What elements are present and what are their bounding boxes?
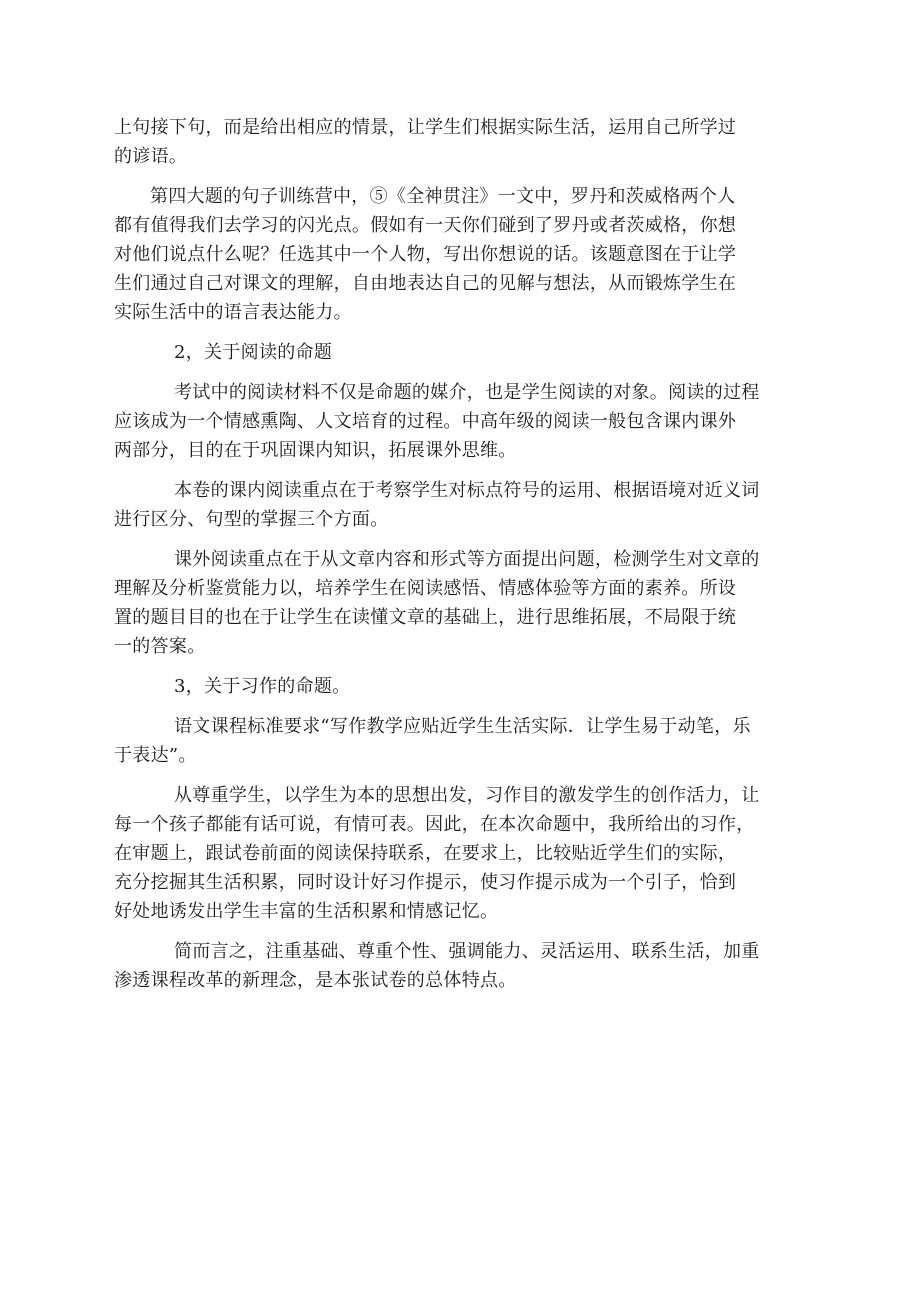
text-line: 一的答案。 [114, 636, 206, 657]
text-line: 都有值得我们去学习的闪光点。假如有一天你们碰到了罗丹或者茨威格，你想 [114, 215, 737, 236]
text-line: 好处地诱发出学生丰富的生活积累和情感记忆。 [114, 901, 499, 922]
text-line: 上句接下句，而是给出相应的情景，让学生们根据实际生活，运用自己所学过 [114, 117, 737, 138]
text-line: 对他们说点什么呢？任选其中一个人物，写出你想说的话。该题意图在于让学 [114, 244, 737, 265]
text-line: 从尊重学生，以学生为本的思想出发，习作目的激发学生的创作活力，让 [174, 785, 760, 806]
text-line: 课外阅读重点在于从文章内容和形式等方面提出问题，检测学生对文章的 [174, 549, 760, 570]
text-line: 考试中的阅读材料不仅是命题的媒介，也是学生阅读的对象。阅读的过程 [174, 382, 760, 403]
text-line: 实际生活中的语言表达能力。 [114, 302, 352, 323]
text-line: 生们通过自己对课文的理解，自由地表达自己的见解与想法，从而锻炼学生在 [114, 273, 737, 294]
text-line: 每一个孩子都能有话可说，有情可表。因此，在本次命题中，我所给出的习作， [114, 814, 755, 835]
text-line: 语文课程标准要求“写作教学应贴近学生生活实际．让学生易于动笔，乐 [174, 716, 751, 737]
text-line: 3，关于习作的命题。 [174, 676, 351, 697]
text-line: 两部分，目的在于巩固课内知识，拓展课外思维。 [114, 440, 517, 461]
text-line: 理解及分析鉴赏能力以，培养学生在阅读感悟、情感体验等方面的素养。所设 [114, 578, 737, 599]
text-line: 2，关于阅读的命题 [174, 342, 333, 363]
text-line: 置的题目目的也在于让学生在读懂文章的基础上，进行思维拓展，不局限于统 [114, 607, 737, 628]
text-line: 本卷的课内阅读重点在于考察学生对标点符号的运用、根据语境对近义词 [174, 480, 760, 501]
text-line: 渗透课程改革的新理念，是本张试卷的总体特点。 [114, 970, 517, 991]
text-line: 于表达”。 [114, 745, 197, 766]
text-line: 的谚语。 [114, 146, 188, 167]
text-line: 应该成为一个情感熏陶、人文培育的过程。中高年级的阅读一般包含课内课外 [114, 411, 737, 432]
text-line: 充分挖掘其生活积累，同时设计好习作提示，使习作提示成为一个引子，恰到 [114, 872, 737, 893]
text-line: 第四大题的句子训练营中，⑤《全神贯注》一文中，罗丹和茨威格两个人 [150, 186, 736, 207]
text-line: 在审题上，跟试卷前面的阅读保持联系，在要求上，比较贴近学生们的实际， [114, 843, 737, 864]
text-line: 简而言之，注重基础、尊重个性、强调能力、灵活运用、联系生活，加重 [174, 941, 760, 962]
text-line: 进行区分、句型的掌握三个方面。 [114, 509, 389, 530]
